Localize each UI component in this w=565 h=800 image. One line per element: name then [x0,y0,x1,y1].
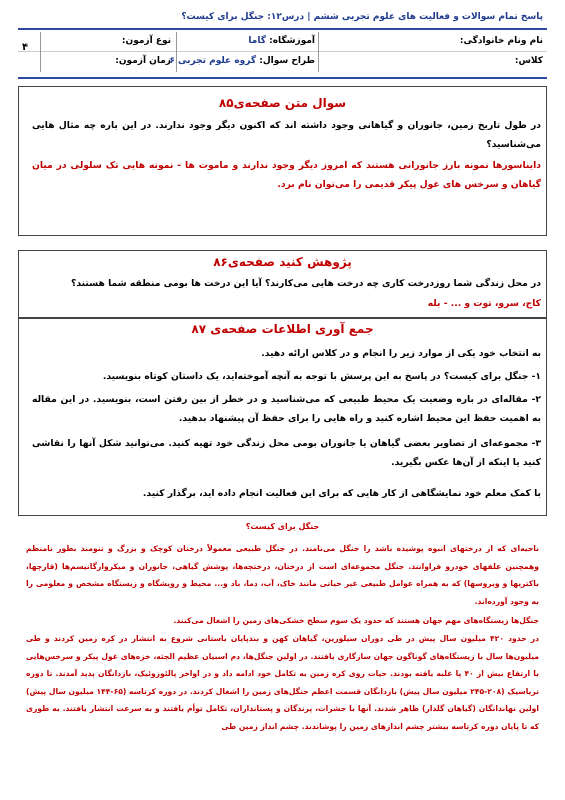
section-85-title: سوال متن صفحه‌ی۸۵ [218,96,347,110]
test-type-label: نوع آزمون: [121,36,171,46]
name-label: نام ونام خانوادگی: [459,36,543,46]
header-vline-2 [176,32,177,72]
essay-paragraph-1: ناحیه‌ای که از درختهای انبوه پوشیده باشد را جنگل می‌نامند. در جنگل طبیعی معمولاً درختان کوچک و بزرگ و تنومند بطور نامنظم وهمچنین علفهای خودرو فراوانند. جنگل مجموعه‌ای است از درختان، درختچه‌ها، پوشش گیاهی، جانوران و میکروارگانیسم‌ها (قارچها، باکتریها و ویروسها) که به همراه عوامل طبیعی غیر حیاتی مانند خاک، آب، دما، باد و... محیط و رویشگاه و زیستگاه مشخص و معلومی را به وجود آورده‌اند. [26,544,539,606]
section-87-closing: با کمک معلم خود نمایشگاهی از کار هایی که برای این فعالیت انجام داده اید، برگذار کنید. [142,488,541,499]
section-87-item-1: ۱- جنگل برای کیست؟ در پاسخ به این پرسش با توجه به آنچه آموخته‌اید، یک داستان کوتاه بنویسید. [102,371,541,382]
section-87-intro: به انتخاب خود یکی از موارد زیر را انجام و در کلاس ارائه دهید. [261,348,541,359]
essay-title: جنگل برای کیست؟ [245,522,320,531]
section-86-question: در محل زندگی شما روزدرخت کاری چه درخت هایی می‌کارند؟ آیا این درخت ها بومی منطقه شما هستند؟ [71,278,541,289]
header-divider [18,51,547,52]
header-rule [18,77,547,79]
banner-text: پاسخ تمام سوالات و فعالیت های علوم تجربی ششم | درس۱۲: جنگل برای کیست؟ [181,12,543,22]
exam-header [18,32,547,72]
header-vline-1 [318,32,319,72]
essay-paragraph-2: جنگل‌ها زیستگاه‌های مهم جهان هستند که حدود یک سوم سطح خشکی‌های زمین را اشغال می‌کنند. [173,616,539,625]
section-85-answer: دایناسورها نمونه بارز جانورانی هستند که امروز دیگر وجود ندارند و ماموت ها - نمونه هایی تک سلولی در میان گیاهان و سرخس های غول پیکر قدیمی را می‌توان نام برد. [32,160,541,190]
designer-label: طراح سوال: [259,56,315,66]
school-value: گاما [248,36,266,46]
school-label: آموزشگاه: [269,36,315,46]
section-87-item-3: ۳- مجموعه‌ای از تصاویر بعضی گیاهان یا جانوران بومی محل زندگی خود تهیه کنید. می‌توانید شکل آنها را نقاشی کنید یا اینکه از آن‌ها عکس بگیرید. [32,438,541,468]
test-time-label: زمان آزمون: [115,56,171,66]
top-banner [18,6,547,30]
section-85-question: در طول تاریخ زمین، جانوران و گیاهانی وجود داشته اند که اکنون دیگر وجود ندارند. در این باره چه مثال هایی می‌شناسید؟ [32,120,541,150]
designer-field [169,56,315,66]
essay-paragraph-3: در حدود ۴۲۰ میلیون سال پیش در طی دوران سیلورین، گیاهان کهن و بندپایان باستانی شروع به انتشار در کره زمین کردند و طی میلیون‌ها سال با زیستگاه‌های گوناگون جهان سازگاری یافتند. در اولین جنگل‌ها، دم اسبیان عظیم الجثه، خزه‌های غول پیکر و سرخس‌هایی با ارتفاع بیش از ۴۰ پا غلبه یافته بودند. حیات روی کره زمین به تکامل خود ادامه داد و در اواخر پالئوزوئیک، بازدانگان پدید آمدند. تا دوره تریاسیک (۲۰۸-۲۴۵ میلیون سال پیش) بازدانگان قسمت اعظم جنگل‌های زمین را اشغال کردند. در دوره کرتاسه (۶۵-۱۴۴ میلیون سال پیش) اولین نهاندانگان (گیاهان گلدار) ظاهر شدند. آنها با حشرات، پرندگان و پستانداران، تکامل توأم یافتند و به سرعت انتشار یافتند. به طوری که تا پایان دوره کرتاسه بیشتر چشم اندازهای زمین را پوشاندند. چشم انداز زمین طی [26,634,539,731]
section-86-title: پژوهش کنید صفحه‌ی۸۶ [213,255,352,269]
section-86-answer: کاج، سرو، توت و ... - بله [427,298,541,309]
section-87-title: جمع آوری اطلاعات صفحه‌ی ۸۷ [191,322,374,336]
designer-value: گروه علوم تجربی ۶ [169,56,257,66]
header-vline-3 [40,32,41,72]
class-label: کلاس: [514,56,543,66]
page-number: ۴ [22,42,29,53]
section-87-item-2: ۲- مقاله‌ای در باره وضعیت یک محیط طبیعی که می‌شناسید و در خطر از بین رفتن است، بنویسید. در این مقاله به اهمیت حفظ این محیط اشاره کنید و راه هایی را برای حفظ آن پیشنهاد بدهید. [32,394,541,424]
school-field [248,36,315,46]
